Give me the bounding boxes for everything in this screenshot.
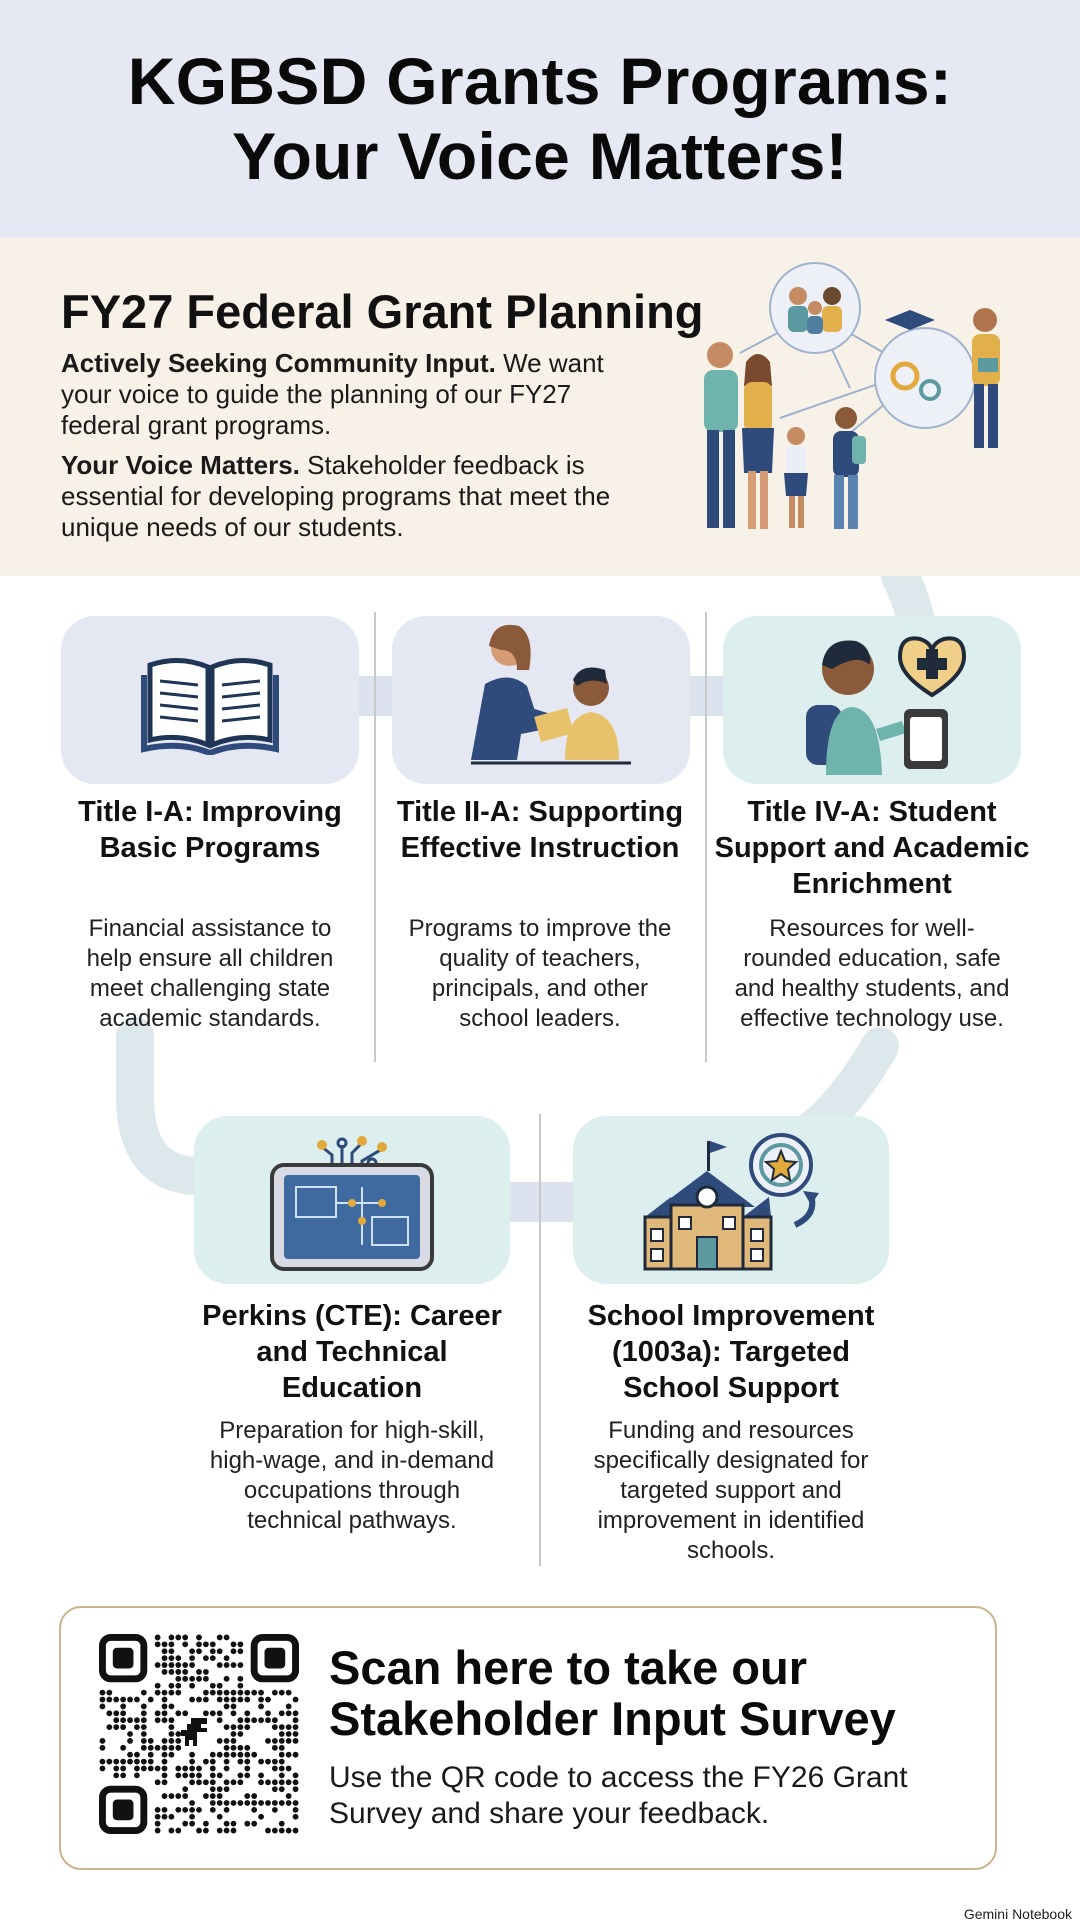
community-people-illustration [680,258,1020,568]
student-health-tech-icon [772,625,972,775]
survey-instructions: Use the QR code to access the FY26 Grant Survey and share your feedback. [329,1761,908,1830]
title-4a-description: Resources for well-rounded education, safe and healthy students, and effective technology use. [734,915,1010,1032]
title-2a-heading: Title II-A: Supporting Effective Instruction [396,796,684,864]
intro-para1-text: We want your voice to guide the planning of our FY27 federal grant programs. [61,348,604,440]
survey-heading: Scan here to take our Stakeholder Input Survey [329,1641,896,1745]
page-header [0,0,1080,238]
intro-para2-bold: Your Voice Matters. [61,450,300,480]
divider [705,612,707,1062]
title-2a-card [392,616,690,784]
title-4a-heading: Title IV-A: Student Support and Academic Enrichment [714,796,1030,900]
intro-para2-text: Stakeholder feedback is essential for developing programs that meet the unique needs of our students. [61,450,611,542]
survey-callout [59,1606,997,1870]
school-improvement-description: Funding and resources specifically designated for targeted support and improvement in identified schools. [593,1417,869,1564]
page-title-line-2: Your Voice Matters! [232,119,848,193]
intro-para1-bold: Actively Seeking Community Input. [61,348,496,378]
title-1a-card [61,616,359,784]
intro-paragraph-1 [61,348,621,441]
divider [539,1114,541,1566]
school-improvement-card [573,1116,889,1284]
school-improvement-heading: School Improvement (1003a): Targeted School Support [587,1300,875,1404]
intro-paragraph-2 [61,450,621,543]
page-title-line-1: KGBSD Grants Programs: [127,43,953,118]
title-2a-description: Programs to improve the quality of teachers, principals, and other school leaders. [408,915,672,1032]
perkins-cte-description: Preparation for high-skill, high-wage, and in-demand occupations through technical pathways. [209,1417,495,1534]
open-book-icon [140,645,280,755]
watermark: Gemini Notebook [963,1906,1072,1922]
perkins-cte-card [194,1116,510,1284]
circuit-tablet-icon [262,1125,442,1275]
title-1a-heading: Title I-A: Improving Basic Programs [78,796,342,864]
title-1a-description: Financial assistance to help ensure all children meet challenging state academic standards. [86,915,334,1032]
intro-section [0,238,1080,576]
teacher-student-icon [431,620,651,780]
divider [374,612,376,1062]
title-4a-card [723,616,1021,784]
survey-qr-code[interactable] [99,1634,299,1834]
school-target-icon [631,1125,831,1275]
perkins-cte-heading: Perkins (CTE): Career and Technical Education [202,1300,502,1404]
intro-heading: FY27 Federal Grant Planning [61,285,704,338]
